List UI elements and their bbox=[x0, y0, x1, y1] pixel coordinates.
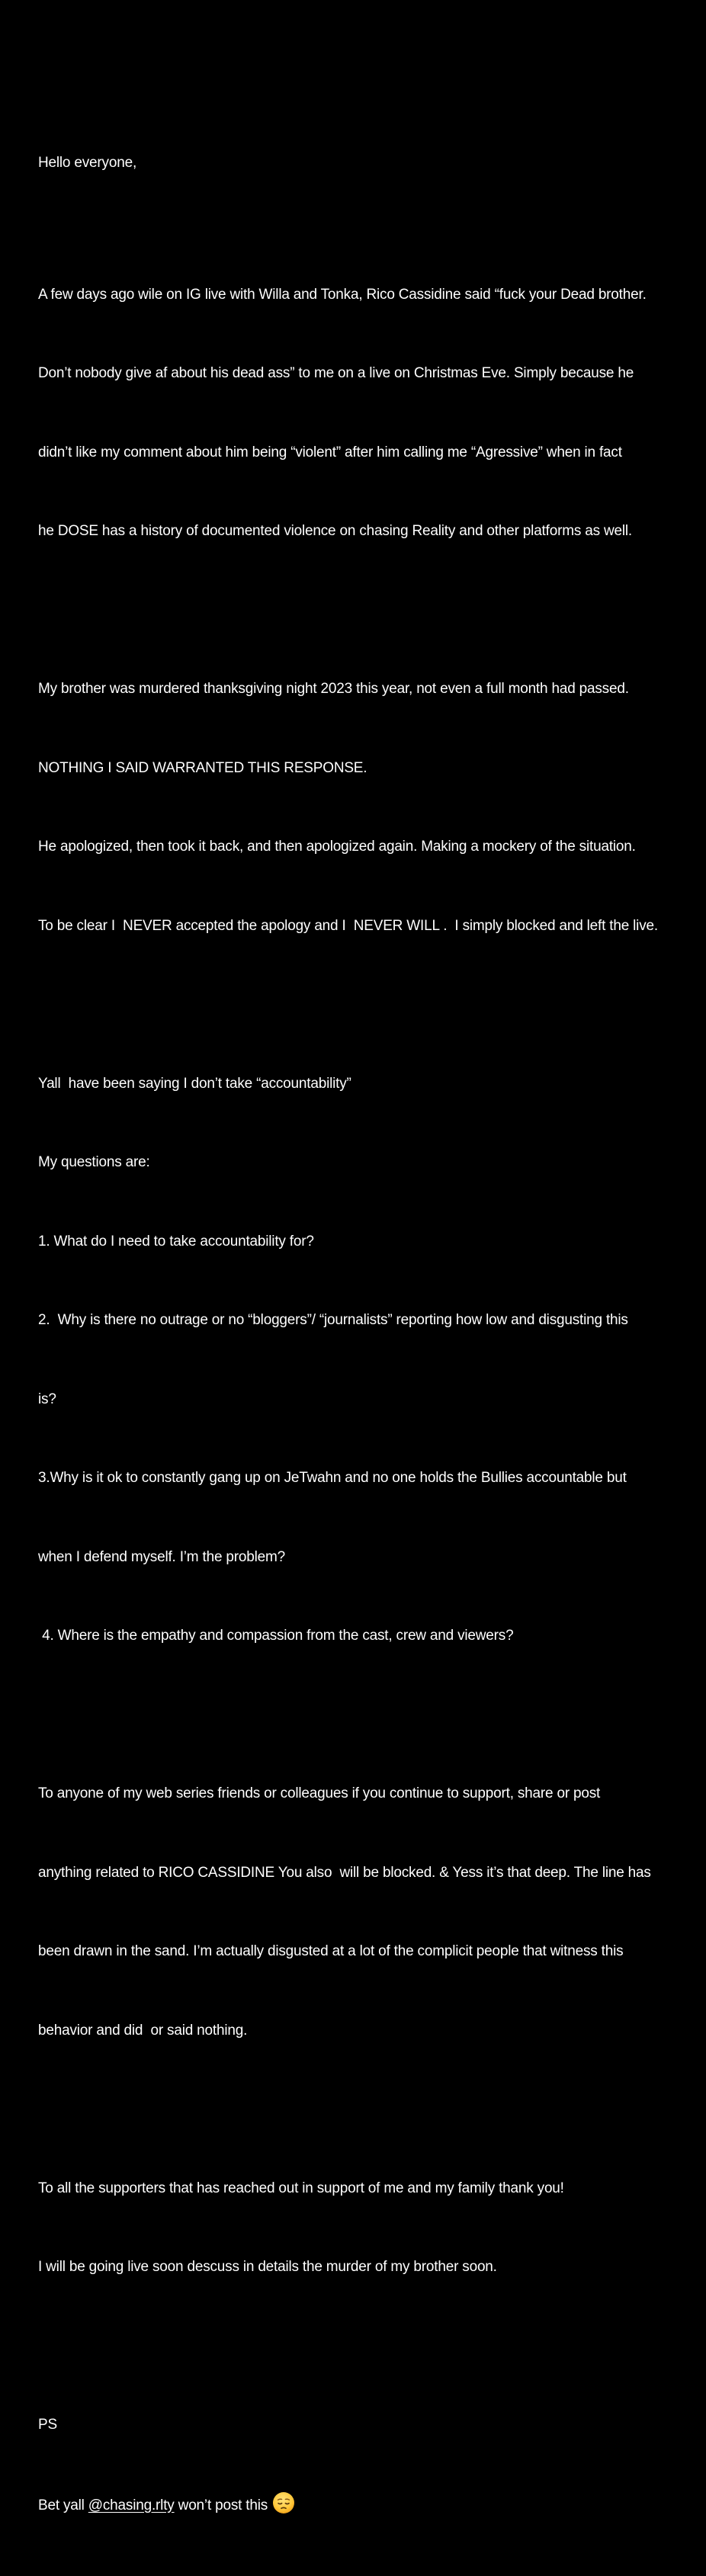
text-line: Yall have been saying I don’t take “accountability” bbox=[38, 1075, 351, 1092]
question-item: 1. What do I need to take accountability for? bbox=[38, 1233, 314, 1250]
paragraph-thanks bbox=[38, 2123, 685, 2334]
ps-line bbox=[38, 2491, 685, 2524]
text-line: A few days ago wile on IG live with Willa and Tonka, Rico Cassidine said “fuck your Dead brother. bbox=[38, 286, 647, 303]
paragraph-warning bbox=[38, 1728, 685, 2096]
text-line: didn’t like my comment about him being “violent” after him calling me “Agressive” when in fact bbox=[38, 444, 622, 460]
text-line: My brother was murdered thanksgiving night 2023 this year, not even a full month had passed. bbox=[38, 681, 629, 697]
paragraph-brother bbox=[38, 624, 685, 992]
paragraph-gap bbox=[38, 2096, 685, 2123]
greeting-line: Hello everyone, bbox=[38, 155, 137, 171]
paragraph-gap bbox=[38, 1702, 685, 1729]
greeting-paragraph bbox=[38, 98, 685, 229]
text-line: He apologized, then took it back, and then apologized again. Making a mockery of the situation. bbox=[38, 839, 636, 855]
text-line: NOTHING I SAID WARRANTED THIS RESPONSE. bbox=[38, 759, 367, 776]
question-item-continued: when I defend myself. I’m the problem? bbox=[38, 1548, 286, 1565]
pensive-face-emoji-icon bbox=[272, 2491, 295, 2524]
ps-suffix: won’t post this bbox=[174, 2497, 268, 2513]
text-line: behavior and did or said nothing. bbox=[38, 2022, 248, 2039]
paragraph-gap bbox=[38, 598, 685, 624]
paragraph-incident bbox=[38, 229, 685, 598]
paragraph-gap bbox=[38, 992, 685, 1019]
paragraph-questions bbox=[38, 1019, 685, 1702]
question-item-continued: is? bbox=[38, 1391, 56, 1407]
paragraph-gap bbox=[38, 2334, 685, 2360]
question-item: 4. Where is the empathy and compassion from the cast, crew and viewers? bbox=[38, 1628, 514, 1644]
text-line: To anyone of my web series friends or colleagues if you continue to support, share or post bbox=[38, 1785, 601, 1801]
text-line: My questions are: bbox=[38, 1154, 150, 1170]
question-item: 2. Why is there no outrage or no “bloggers”/ “journalists” reporting how low and disgusting this bbox=[38, 1312, 628, 1328]
mention-link[interactable]: @chasing.rlty bbox=[88, 2497, 175, 2513]
ps-prefix: Bet yall bbox=[38, 2497, 88, 2513]
text-line: To all the supporters that has reached out in support of me and my family thank you! bbox=[38, 2180, 564, 2196]
text-line: he DOSE has a history of documented violence on chasing Reality and other platforms as well. bbox=[38, 523, 632, 539]
text-line: I will be going live soon descuss in details the murder of my brother soon. bbox=[38, 2259, 497, 2275]
text-line: been drawn in the sand. I’m actually disgusted at a lot of the complicit people that witness this bbox=[38, 1943, 624, 1959]
paragraph-ps bbox=[38, 2359, 685, 2576]
question-item: 3.Why is it ok to constantly gang up on JeTwahn and no one holds the Bullies accountable but bbox=[38, 1470, 627, 1486]
ps-label: PS bbox=[38, 2417, 57, 2433]
text-line: anything related to RICO CASSIDINE You also will be blocked. & Yess it’s that deep. The line has bbox=[38, 1864, 651, 1881]
text-line: Don’t nobody give af about his dead ass” to me on a live on Christmas Eve. Simply because he bbox=[38, 365, 634, 381]
text-line: To be clear I NEVER accepted the apology and I NEVER WILL . I simply blocked and left the live. bbox=[38, 917, 658, 934]
